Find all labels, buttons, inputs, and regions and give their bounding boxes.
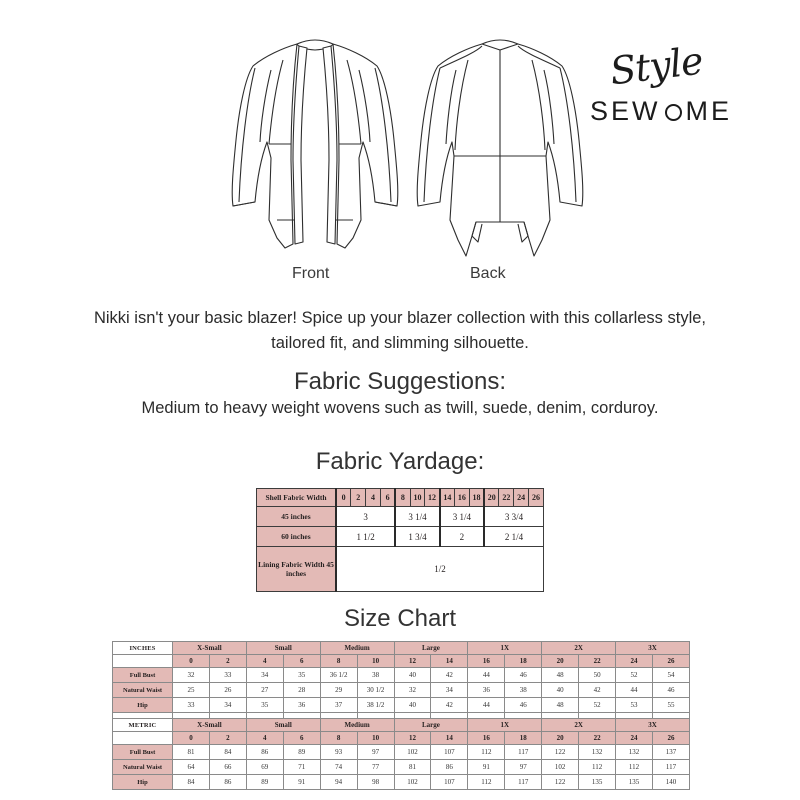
fabric-yardage-heading: Fabric Yardage: (315, 448, 485, 475)
inches-natural-waist-row (113, 683, 690, 698)
yardage-60-group-1: 1 1/2 (336, 527, 395, 547)
metric-hip-16: 112 (468, 775, 505, 790)
yardage-size-24: 24 (514, 489, 529, 507)
inches-natural-waist-14: 34 (431, 683, 468, 698)
inches-full-bust-12: 40 (394, 668, 431, 683)
inches-natural-waist-16: 36 (468, 683, 505, 698)
metric-size-22: 22 (579, 732, 616, 745)
inches-hip-8: 37 (320, 698, 357, 713)
inches-natural-waist-2: 26 (209, 683, 246, 698)
fabric-suggestions-text: Medium to heavy weight wovens such as twill, suede, denim, corduroy. (141, 399, 659, 417)
metric-hip-2: 86 (209, 775, 246, 790)
metric-natural-waist-10: 77 (357, 760, 394, 775)
yardage-60-group-2: 1 3/4 (395, 527, 439, 547)
metric-full-bust-6: 89 (283, 745, 320, 760)
metric-natural-waist-16: 91 (468, 760, 505, 775)
inches-size-14: 14 (431, 655, 468, 668)
metric-full-bust-8: 93 (320, 745, 357, 760)
inches-unit-label: INCHES (113, 642, 173, 655)
yardage-size-12: 12 (425, 489, 440, 507)
inches-size-20: 20 (542, 655, 579, 668)
metric-hip-18: 117 (505, 775, 542, 790)
metric-hip-14: 107 (431, 775, 468, 790)
metric-hip-10: 98 (357, 775, 394, 790)
yardage-size-6: 6 (380, 489, 395, 507)
inches-natural-waist-6: 28 (283, 683, 320, 698)
yardage-row-lining (257, 547, 544, 592)
metric-hip-row (113, 775, 690, 790)
inches-full-bust-6: 35 (283, 668, 320, 683)
metric-natural-waist-2: 66 (209, 760, 246, 775)
metric-full-bust-14: 107 (431, 745, 468, 760)
metric-full-bust-12: 102 (394, 745, 431, 760)
inches-full-bust-row (113, 668, 690, 683)
metric-size-0: 0 (173, 732, 210, 745)
metric-full-bust-26: 137 (652, 745, 689, 760)
metric-group-2x: 2X (542, 719, 616, 732)
metric-natural-waist-12: 81 (394, 760, 431, 775)
inches-group-small: Small (246, 642, 320, 655)
logo-word-sew: SEW (590, 96, 661, 126)
yardage-45-group-3: 3 1/4 (440, 507, 484, 527)
metric-unit-label: METRIC (113, 719, 173, 732)
metric-natural-waist-24: 112 (616, 760, 653, 775)
metric-group-xsmall: X-Small (173, 719, 247, 732)
inches-size-4: 4 (246, 655, 283, 668)
inches-hip-20: 48 (542, 698, 579, 713)
yardage-shell-label: Shell Fabric Width (257, 489, 337, 507)
inches-hip-24: 53 (616, 698, 653, 713)
inches-full-bust-4: 34 (246, 668, 283, 683)
metric-size-16: 16 (468, 732, 505, 745)
inches-natural-waist-0: 25 (173, 683, 210, 698)
inches-size-8: 8 (320, 655, 357, 668)
yardage-size-20: 20 (484, 489, 499, 507)
metric-full-bust-10: 97 (357, 745, 394, 760)
inches-natural-waist-12: 32 (394, 683, 431, 698)
metric-full-bust-18: 117 (505, 745, 542, 760)
metric-full-bust-16: 112 (468, 745, 505, 760)
logo-wordmark (590, 96, 732, 127)
inches-label-natural-waist: Natural Waist (113, 683, 173, 698)
inches-hip-18: 46 (505, 698, 542, 713)
metric-hip-8: 94 (320, 775, 357, 790)
inches-full-bust-10: 38 (357, 668, 394, 683)
metric-group-row (113, 719, 690, 732)
product-description: Nikki isn't your basic blazer! Spice up your blazer collection with this collarless style, tailored fit, and slimming silhouette. (93, 309, 707, 352)
inches-size-24: 24 (616, 655, 653, 668)
logo-word-me: ME (685, 96, 733, 126)
metric-hip-0: 84 (173, 775, 210, 790)
yardage-row-45 (257, 507, 544, 527)
metric-group-large: Large (394, 719, 468, 732)
size-chart-metric-wrapper (112, 718, 690, 790)
inches-natural-waist-4: 27 (246, 683, 283, 698)
logo-circle-o (665, 104, 682, 121)
metric-hip-22: 135 (579, 775, 616, 790)
inches-size-2: 2 (209, 655, 246, 668)
inches-group-1x: 1X (468, 642, 542, 655)
inches-size-row-label (113, 655, 173, 668)
metric-natural-waist-22: 112 (579, 760, 616, 775)
metric-size-26: 26 (652, 732, 689, 745)
inches-group-xsmall: X-Small (173, 642, 247, 655)
inches-full-bust-14: 42 (431, 668, 468, 683)
figure-captions (215, 265, 605, 289)
inches-size-16: 16 (468, 655, 505, 668)
metric-natural-waist-4: 69 (246, 760, 283, 775)
size-chart-inches-table (112, 641, 690, 722)
metric-group-small: Small (246, 719, 320, 732)
metric-size-18: 18 (505, 732, 542, 745)
yardage-size-26: 26 (529, 489, 544, 507)
logo-script-text: Style (607, 38, 705, 94)
inches-size-18: 18 (505, 655, 542, 668)
metric-full-bust-22: 132 (579, 745, 616, 760)
metric-natural-waist-6: 71 (283, 760, 320, 775)
inches-size-6: 6 (283, 655, 320, 668)
inches-natural-waist-22: 42 (579, 683, 616, 698)
inches-full-bust-2: 33 (209, 668, 246, 683)
inches-full-bust-8: 36 1/2 (320, 668, 357, 683)
blazer-back-illustration (410, 30, 590, 280)
inches-hip-14: 42 (431, 698, 468, 713)
inches-hip-2: 34 (209, 698, 246, 713)
metric-hip-26: 140 (652, 775, 689, 790)
yardage-45-group-2: 3 1/4 (395, 507, 439, 527)
yardage-size-10: 10 (410, 489, 425, 507)
inches-full-bust-16: 44 (468, 668, 505, 683)
metric-hip-6: 91 (283, 775, 320, 790)
blazer-front-illustration (225, 30, 405, 280)
metric-full-bust-row (113, 745, 690, 760)
inches-full-bust-20: 48 (542, 668, 579, 683)
inches-natural-waist-20: 40 (542, 683, 579, 698)
metric-size-row (113, 732, 690, 745)
metric-hip-4: 89 (246, 775, 283, 790)
inches-size-26: 26 (652, 655, 689, 668)
metric-size-14: 14 (431, 732, 468, 745)
inches-group-row (113, 642, 690, 655)
inches-natural-waist-10: 30 1/2 (357, 683, 394, 698)
inches-hip-22: 52 (579, 698, 616, 713)
yardage-60-label: 60 inches (257, 527, 337, 547)
inches-full-bust-0: 32 (173, 668, 210, 683)
metric-size-4: 4 (246, 732, 283, 745)
metric-size-8: 8 (320, 732, 357, 745)
metric-size-12: 12 (394, 732, 431, 745)
metric-size-6: 6 (283, 732, 320, 745)
metric-size-row-label (113, 732, 173, 745)
size-chart-inches-wrapper (112, 641, 690, 722)
yardage-size-14: 14 (440, 489, 455, 507)
yardage-size-0: 0 (336, 489, 351, 507)
inches-hip-10: 38 1/2 (357, 698, 394, 713)
metric-full-bust-4: 86 (246, 745, 283, 760)
yardage-45-group-1: 3 (336, 507, 395, 527)
yardage-size-16: 16 (455, 489, 470, 507)
inches-size-10: 10 (357, 655, 394, 668)
metric-hip-12: 102 (394, 775, 431, 790)
yardage-size-22: 22 (499, 489, 514, 507)
metric-full-bust-2: 84 (209, 745, 246, 760)
metric-natural-waist-8: 74 (320, 760, 357, 775)
metric-natural-waist-0: 64 (173, 760, 210, 775)
metric-label-full-bust: Full Bust (113, 745, 173, 760)
inches-hip-26: 55 (652, 698, 689, 713)
yardage-size-2: 2 (351, 489, 366, 507)
inches-natural-waist-24: 44 (616, 683, 653, 698)
inches-size-0: 0 (173, 655, 210, 668)
metric-natural-waist-14: 86 (431, 760, 468, 775)
size-chart-heading: Size Chart (343, 605, 457, 632)
inches-hip-16: 44 (468, 698, 505, 713)
yardage-size-8: 8 (395, 489, 410, 507)
metric-hip-20: 122 (542, 775, 579, 790)
inches-hip-0: 33 (173, 698, 210, 713)
inches-full-bust-26: 54 (652, 668, 689, 683)
metric-group-medium: Medium (320, 719, 394, 732)
inches-label-hip: Hip (113, 698, 173, 713)
inches-full-bust-18: 46 (505, 668, 542, 683)
inches-size-12: 12 (394, 655, 431, 668)
metric-size-24: 24 (616, 732, 653, 745)
metric-natural-waist-18: 97 (505, 760, 542, 775)
inches-hip-row (113, 698, 690, 713)
inches-full-bust-24: 52 (616, 668, 653, 683)
metric-natural-waist-26: 117 (652, 760, 689, 775)
inches-full-bust-22: 50 (579, 668, 616, 683)
size-chart-metric-table (112, 718, 690, 790)
metric-full-bust-24: 132 (616, 745, 653, 760)
yardage-lining-value: 1/2 (336, 547, 544, 592)
yardage-60-group-4: 2 1/4 (484, 527, 543, 547)
inches-hip-4: 35 (246, 698, 283, 713)
inches-natural-waist-18: 38 (505, 683, 542, 698)
metric-hip-24: 135 (616, 775, 653, 790)
inches-group-large: Large (394, 642, 468, 655)
metric-size-2: 2 (209, 732, 246, 745)
inches-size-row (113, 655, 690, 668)
caption-front: Front (292, 265, 330, 282)
metric-group-1x: 1X (468, 719, 542, 732)
metric-label-hip: Hip (113, 775, 173, 790)
metric-label-natural-waist: Natural Waist (113, 760, 173, 775)
yardage-45-label: 45 inches (257, 507, 337, 527)
yardage-size-18: 18 (469, 489, 484, 507)
inches-natural-waist-26: 46 (652, 683, 689, 698)
fabric-yardage-table-wrapper (256, 488, 544, 592)
technical-flats (215, 30, 605, 285)
metric-natural-waist-row (113, 760, 690, 775)
yardage-60-group-3: 2 (440, 527, 484, 547)
inches-group-2x: 2X (542, 642, 616, 655)
inches-natural-waist-8: 29 (320, 683, 357, 698)
metric-size-10: 10 (357, 732, 394, 745)
inches-label-full-bust: Full Bust (113, 668, 173, 683)
yardage-45-group-4: 3 3/4 (484, 507, 543, 527)
metric-full-bust-0: 81 (173, 745, 210, 760)
inches-size-22: 22 (579, 655, 616, 668)
metric-natural-waist-20: 102 (542, 760, 579, 775)
metric-full-bust-20: 122 (542, 745, 579, 760)
inches-hip-6: 36 (283, 698, 320, 713)
fabric-suggestions-heading: Fabric Suggestions: (293, 368, 507, 395)
yardage-row-60 (257, 527, 544, 547)
brand-logo (588, 38, 738, 136)
inches-group-3x: 3X (616, 642, 690, 655)
metric-group-3x: 3X (616, 719, 690, 732)
fabric-yardage-table (256, 488, 544, 592)
yardage-lining-label: Lining Fabric Width 45 inches (257, 547, 337, 592)
inches-group-medium: Medium (320, 642, 394, 655)
inches-hip-12: 40 (394, 698, 431, 713)
metric-size-20: 20 (542, 732, 579, 745)
caption-back: Back (470, 265, 506, 282)
yardage-header-row (257, 489, 544, 507)
yardage-size-4: 4 (366, 489, 381, 507)
